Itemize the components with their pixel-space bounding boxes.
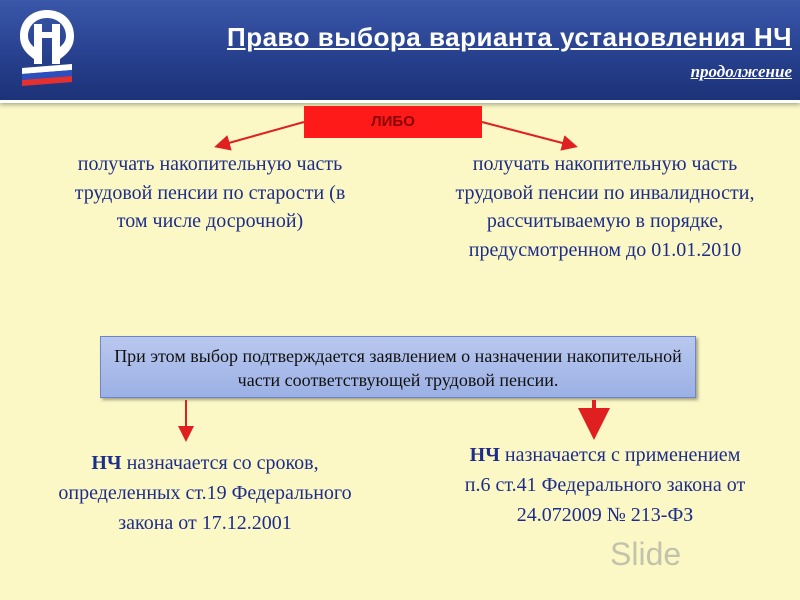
nch-abbr-right: НЧ (469, 444, 500, 466)
result-left (40, 448, 370, 538)
arrow-left-icon (218, 122, 304, 146)
page-title: Право выбора варианта установления НЧ (227, 22, 792, 52)
choice-label: ЛИБО (304, 106, 482, 138)
watermark-text: Slide (610, 536, 682, 572)
page-subtitle: продолжение (690, 62, 792, 81)
result-right-text: назначается с применением п.6 ст.41 Федерального закона от 24.072009 № 213-ФЗ (464, 444, 746, 526)
nch-abbr-left: НЧ (91, 452, 122, 474)
pfr-logo-icon (12, 6, 82, 90)
header-bar (0, 0, 800, 103)
note-text: При этом выбор подтверждается заявлением о назначении накопительной части соответствующей трудовой пенсии. (114, 346, 682, 390)
right-option-text: получать накопительную часть трудовой пенсии по инвалидности, рассчитываемую в порядке, предусмотренном до 01.01.2010 (455, 153, 755, 261)
result-left-text: назначается со сроков, определенных ст.19 Федерального закона от 17.12.2001 (58, 452, 352, 534)
result-right (460, 440, 750, 530)
left-option-text: получать накопительную часть трудовой пенсии по старости (в том числе досрочной) (74, 153, 346, 232)
note-box (100, 336, 696, 398)
arrow-right-icon (482, 122, 574, 146)
